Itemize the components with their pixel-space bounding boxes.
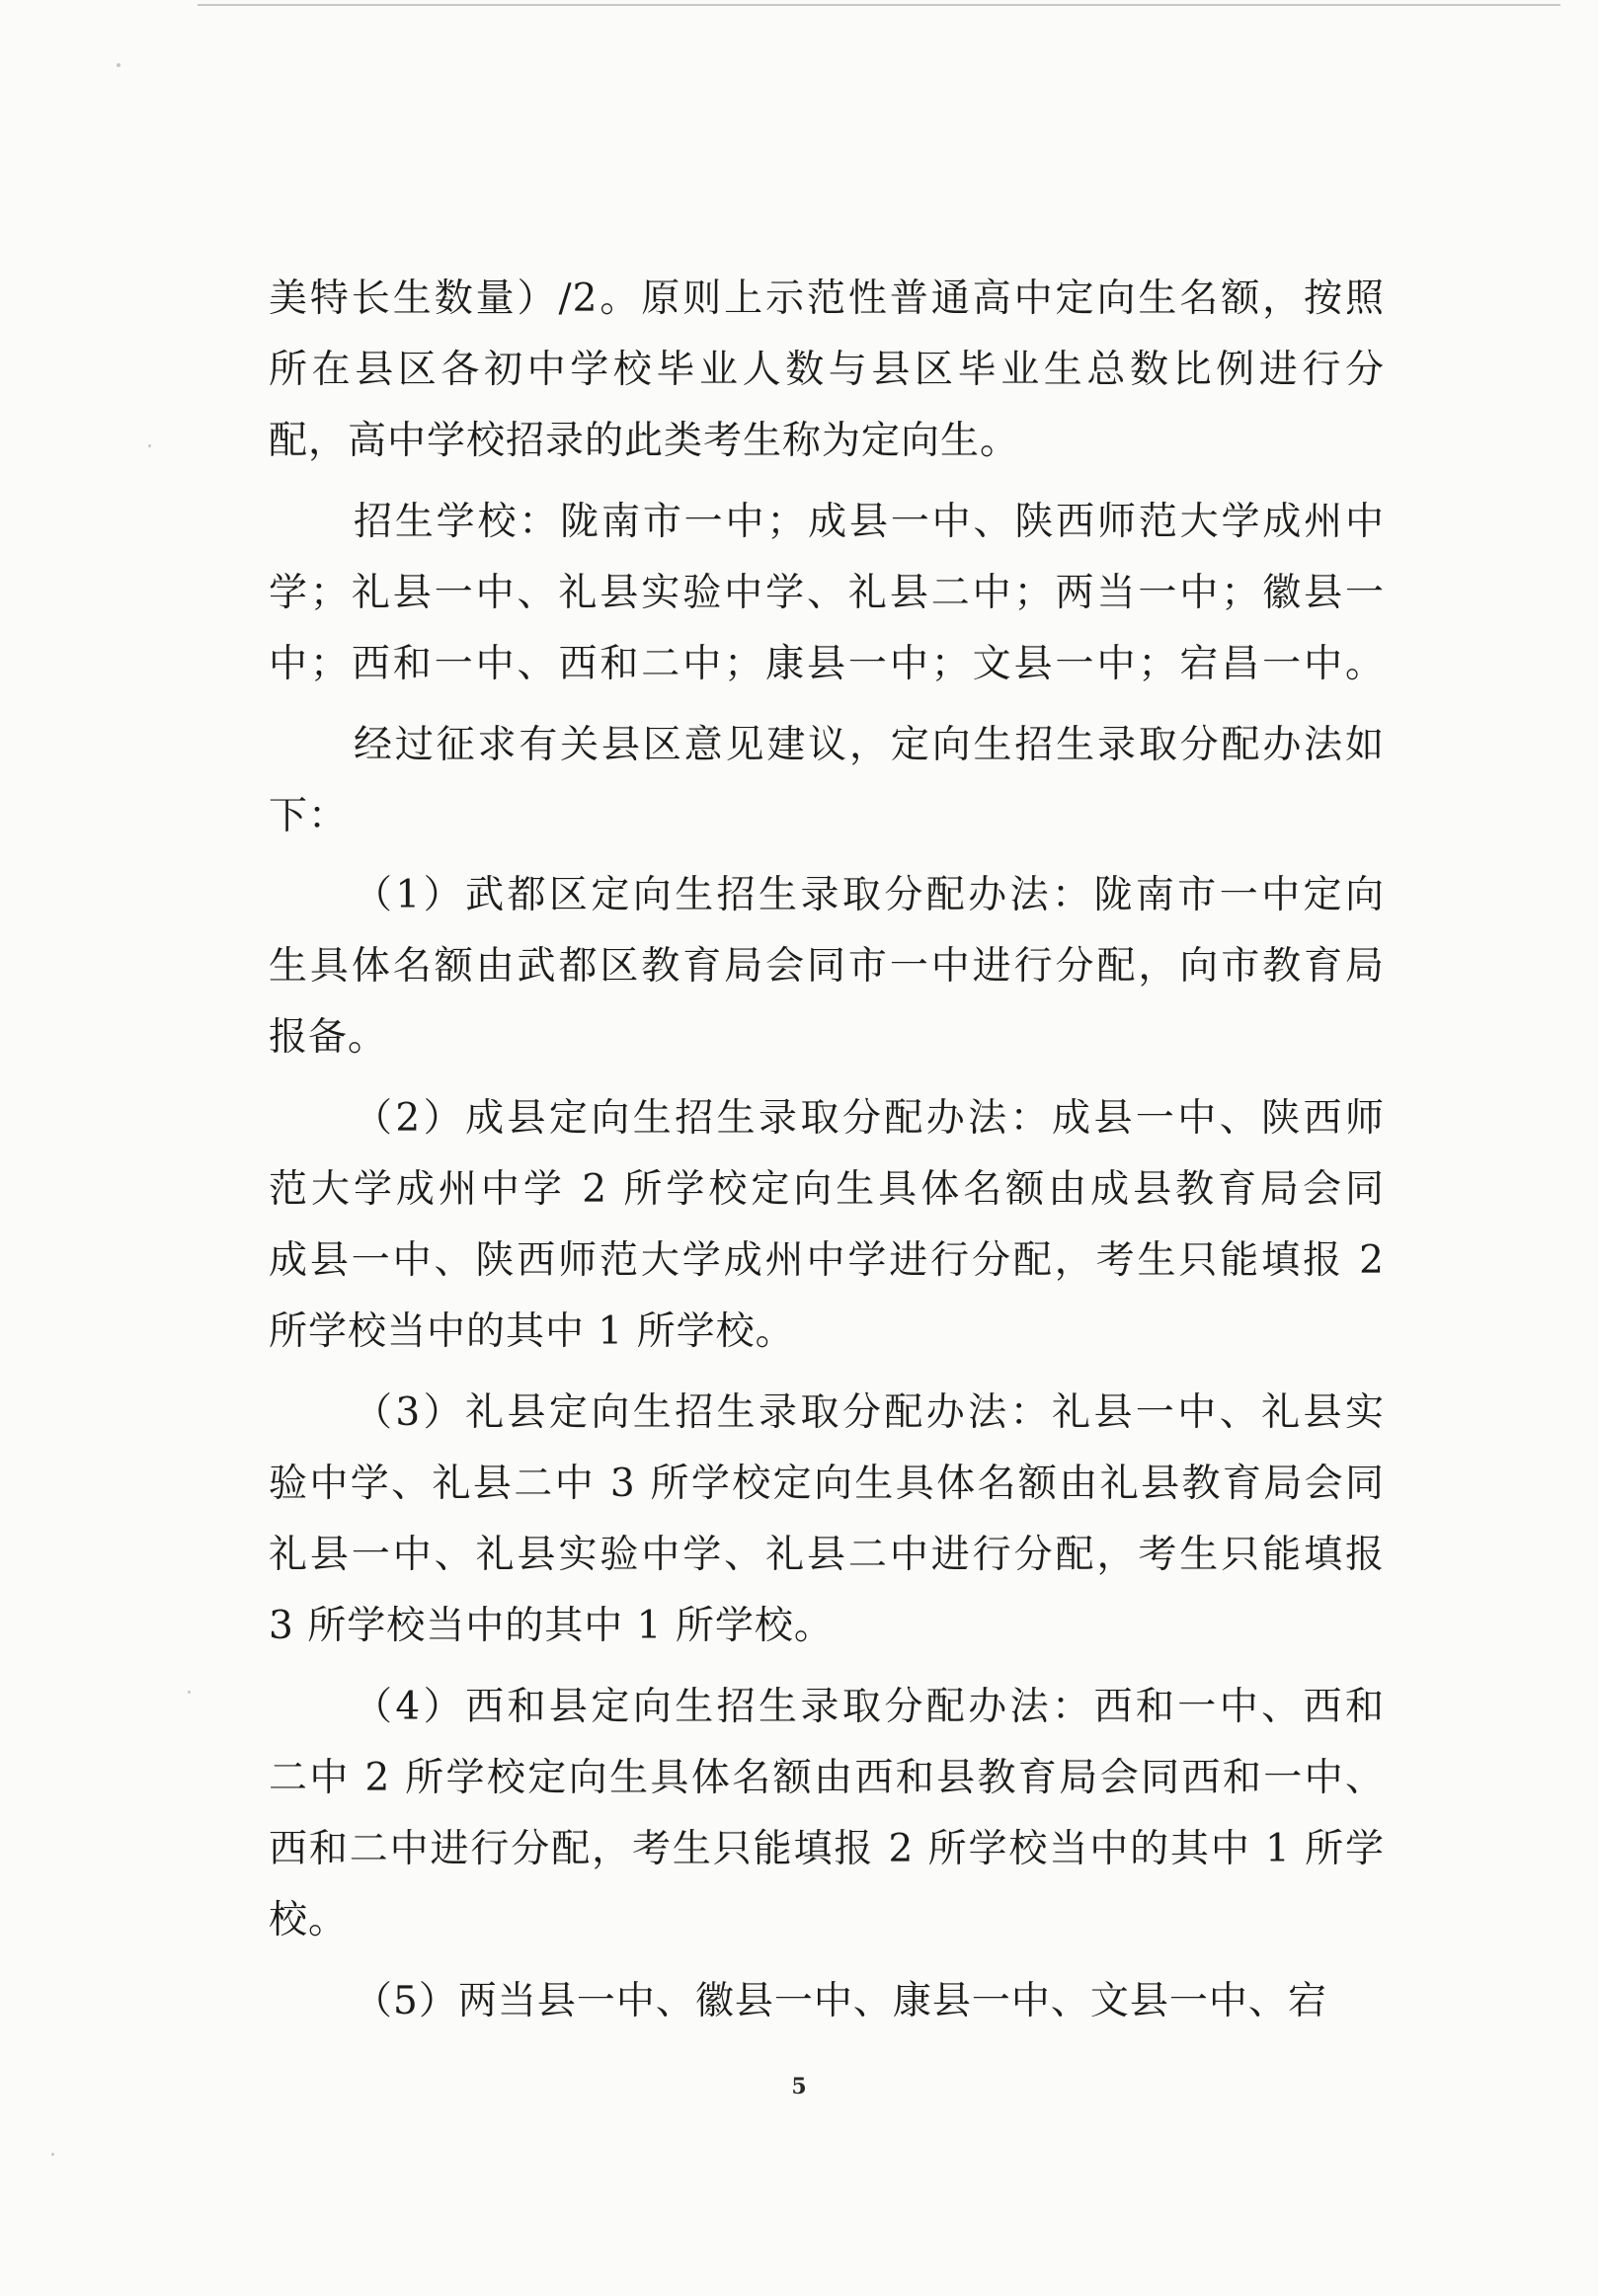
text-line: 生具体名额由武都区教育局会同市一中进行分配，向市教育局 [269, 944, 1385, 989]
text-line: 验中学、礼县二中 3 所学校定向生具体名额由礼县教育局会同 [269, 1462, 1385, 1506]
scan-speck [188, 1691, 191, 1694]
text-line: 范大学成州中学 2 所学校定向生具体名额由成县教育局会同 [269, 1167, 1385, 1212]
text-line: 西和二中进行分配，考生只能填报 2 所学校当中的其中 1 所学 [269, 1827, 1385, 1871]
text-line: 所学校当中的其中 1 所学校。 [269, 1309, 795, 1354]
text-line: 二中 2 所学校定向生具体名额由西和县教育局会同西和一中、 [269, 1756, 1385, 1800]
text-line: 校。 [269, 1898, 349, 1942]
text-line: （3）礼县定向生招生录取分配办法：礼县一中、礼县实 [354, 1390, 1385, 1435]
text-line: 礼县一中、礼县实验中学、礼县二中进行分配，考生只能填报 [269, 1533, 1385, 1577]
text-line: 报备。 [269, 1015, 388, 1060]
text-line: 经过征求有关县区意见建议，定向生招生录取分配办法如 [354, 723, 1385, 767]
text-line: 招生学校：陇南市一中；成县一中、陕西师范大学成州中 [354, 500, 1385, 544]
text-line: 学；礼县一中、礼县实验中学、礼县二中；两当一中；徽县一 [269, 571, 1385, 615]
scan-top-edge [198, 4, 1560, 6]
text-line: 配，高中学校招录的此类考生称为定向生。 [269, 419, 1020, 463]
text-line: 中；西和一中、西和二中；康县一中；文县一中；宕昌一中。 [269, 642, 1385, 686]
scan-speck [51, 2153, 54, 2156]
text-line: （5）两当县一中、徽县一中、康县一中、文县一中、宕 [354, 1979, 1327, 2023]
scan-speck [117, 63, 120, 67]
text-line: （4）西和县定向生招生录取分配办法：西和一中、西和 [354, 1685, 1385, 1729]
text-line: （1）武都区定向生招生录取分配办法：陇南市一中定向 [354, 873, 1385, 917]
text-line: 下： [269, 794, 349, 838]
text-line: 3 所学校当中的其中 1 所学校。 [269, 1604, 834, 1648]
text-line: （2）成县定向生招生录取分配办法：成县一中、陕西师 [354, 1096, 1385, 1141]
text-line: 成县一中、陕西师范大学成州中学进行分配，考生只能填报 2 [269, 1238, 1385, 1283]
scan-speck [148, 444, 151, 447]
text-line: 所在县区各初中学校毕业人数与县区毕业生总数比例进行分 [269, 348, 1385, 392]
text-line: 美特长生数量）/2。原则上示范性普通高中定向生名额，按照 [269, 277, 1385, 321]
page-number: 5 [791, 2074, 807, 2099]
